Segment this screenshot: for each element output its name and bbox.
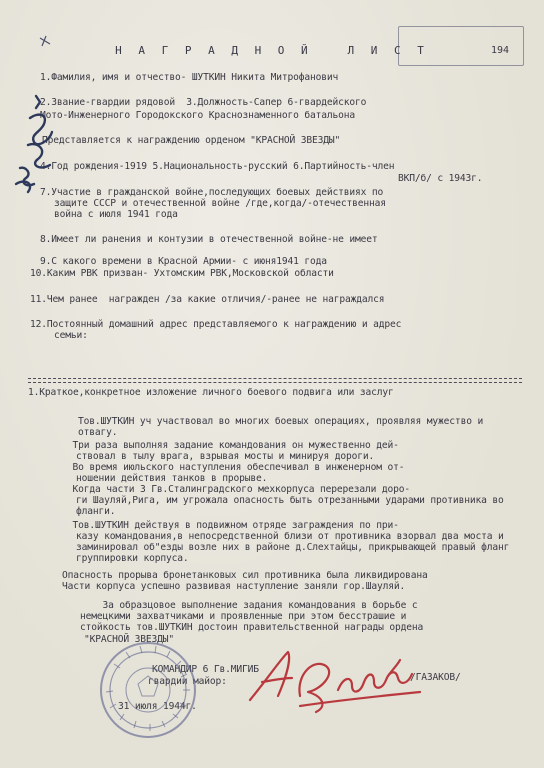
feat-line-14: стойкость тов.ШУТКИН достоин правительственной награды ордена	[80, 622, 424, 633]
field-12-family: семьи:	[54, 330, 88, 341]
feat-line-12: За образцовое выполнение задания командования в борьбе с	[80, 600, 418, 611]
field-12-home-address: 12.Постоянный домашний адрес представляемого к награждению и адрес	[30, 319, 402, 330]
field-nomination: Представляется к награждению орденом "КРАСНОЙ ЗВЕЗДЫ"	[42, 135, 341, 146]
feat-line-9: казу командования,в непосредственной близи от противника взорвал два моста и заминировал об"езды возле них в районе д.Слехтайцы, прикрывающей правый фланг группировки корпуса.	[76, 531, 510, 564]
field-6-party-year: ВКП/б/ с 1943г.	[398, 173, 483, 184]
feat-line-11: Части корпуса успешно развивая наступление заняли гор.Шауляй.	[62, 581, 406, 592]
field-2-rank-position: 2.Звание-гвардии рядовой 3.Должность-Сапер 6-гвардейского	[40, 97, 367, 108]
round-official-stamp	[101, 643, 195, 737]
pencil-mark-top-left	[40, 36, 50, 46]
feat-heading: 1.Краткое,конкретное изложение личного боевого подвига или заслуг	[28, 387, 394, 398]
field-2-unit: Мото-Инженерного Городокского Краснознаменного батальона	[40, 110, 356, 121]
field-4-5-6-birth-nationality-party: 4.Год рождения-1919 5.Национальность-русский 6.Партийность-член	[40, 161, 395, 172]
feat-line-5: ношении действия танков в прорыве.	[76, 473, 268, 484]
feat-line-7: ги Шауляй,Рига, им угрожала опасность быть отрезанными ударами противника во фланги.	[76, 495, 504, 517]
feat-line-15: "КРАСНОЙ ЗВЕЗДЫ"	[84, 634, 175, 645]
signature-date: 31 июля 1944г.	[118, 701, 197, 712]
feat-line-10: Опасность прорыва бронетанковых сил противника была ликвидирована	[62, 570, 428, 581]
feat-line-4: Во время июльского наступления обеспечивал в инженерном от-	[50, 462, 405, 473]
field-7-war-participation-2: защите СССР и отечественной войне /где,когда/-отечественная	[54, 198, 386, 209]
feat-line-2: Три раза выполняя задание командования он мужественно дей-	[50, 440, 399, 451]
field-1-full-name: 1.Фамилия, имя и отчество- ШУТКИН Никита Митрофанович	[40, 72, 339, 83]
field-7-war-participation-3: война с июля 1941 года	[54, 209, 178, 220]
signatory-rank: гвардии майор:	[148, 676, 227, 687]
corner-stamp-number: 194	[490, 45, 509, 56]
feat-line-8: Тов.ШУТКИН действуя в подвижном отряде заграждения по при-	[50, 520, 399, 531]
signatory-name: /ГАЗАКОВ/	[410, 672, 461, 683]
field-8-wounds: 8.Имеет ли ранения и контузии в отечественной войне-не имеет	[40, 234, 378, 245]
field-11-prior-awards: 11.Чем ранее награжден /за какие отличия/-ранее не награждался	[30, 294, 385, 305]
commander-signature	[250, 652, 420, 712]
feat-line-1: Тов.ШУТКИН уч участвовал во многих боевых операциях, проявляя мужество и отвагу.	[78, 416, 484, 438]
field-7-war-participation: 7.Участие в гражданской войне,последующих боевых действиях по	[40, 187, 384, 198]
field-9-service-start: 9.С какого времени в Красной Армии- с июня1941 года	[40, 256, 327, 267]
document-title: Н А Г Р А Д Н О Й Л И С Т	[115, 44, 429, 57]
field-10-draft-office: 10.Каким РВК призван- Ухтомским РВК,Московской области	[30, 268, 334, 279]
margin-handwriting	[16, 96, 52, 192]
signatory-position: КОМАНДИР 6 Гв.МИГИБ	[152, 664, 259, 675]
feat-line-13: немецкими захватчиками и проявленные при этом бесстрашие и	[80, 611, 407, 622]
feat-line-3: ствовал в тылу врага, взрывая мосты и минируя дороги.	[76, 451, 375, 462]
feat-line-6: Когда части 3 Гв.Сталинградского мехкорпуса перерезали доро-	[50, 484, 411, 495]
